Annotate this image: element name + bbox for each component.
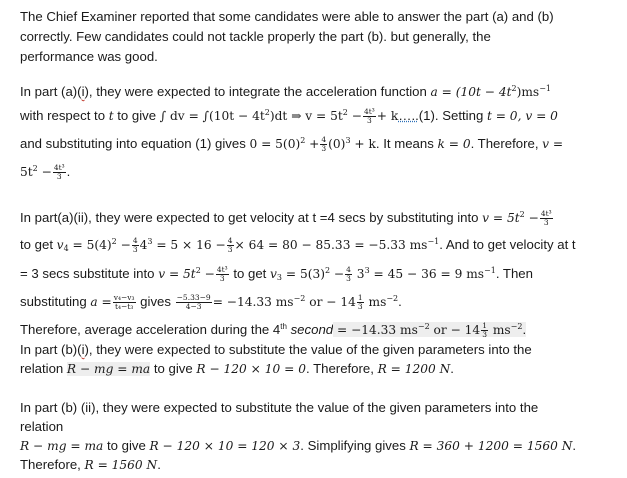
fraction: $\frac{\text{v₄−v₃}}{\text{t₄−t₃}}$ xyxy=(113,293,135,312)
fraction: $\frac{4}{3}$ xyxy=(321,135,327,154)
fraction: $\frac{-5.33-9}{4-3}$ xyxy=(176,293,211,312)
fraction: $\frac{\text{4t³}}{3}$ xyxy=(540,209,552,228)
part-b1-line-2: relation R − mg = ma to give R − 120 × 10 = 0. Therefore, R = 1200 N. xyxy=(20,361,454,376)
part-b2-line-3: R − mg = ma to give R − 120 × 10 = 120 × 3. Simplifying gives R = 360 + 1200 = 1560 N. xyxy=(20,438,577,453)
intro-line-2: correctly. Few candidates could not tackle properly the part (b). but generally, the xyxy=(20,29,491,44)
fraction: $\frac{\text{4t³}}{3}$ xyxy=(53,163,65,182)
fraction: $\frac{4}{3}$ xyxy=(346,265,351,284)
highlighted-relation: R − mg = ma xyxy=(66,362,151,376)
part-a2-line-3: = 3 secs substitute into $v = 5t^2$ − $\frac{\text{4t³}}{3}$ to get $v_3 = 5(3)^2$ − $\frac{4}{3}$ $3^3 = 45 - 36 = 9$ $ms^{-1}$. Then xyxy=(20,265,533,284)
highlighted-result: = −14.33 $ms^{-2}$ or − 14 $\frac{1}{3}$ $ms^{-2}$. xyxy=(333,321,527,340)
part-a1-line-1: In part (a)(i), they were expected to integrate the acceleration function $a = (10t - 4t^2)ms^{-1}$ xyxy=(20,84,551,99)
spelling-mark: i xyxy=(81,342,85,357)
dotted-leader: ….. xyxy=(398,108,419,123)
intro-line-3: performance was good. xyxy=(20,49,158,64)
part-b2-line-4: Therefore, R = 1560 N. xyxy=(20,457,161,472)
part-a2-line-4: substituting a = $\frac{\text{v₄−v₃}}{\text{t₄−t₃}}$ gives $\frac{-5.33-9}{4-3}$ = −14.33 $ms^{-2}$ or − 14 $\frac{1}{3}$ $ms^{-2}$. xyxy=(20,293,402,312)
fraction: $\frac{1}{3}$ xyxy=(482,321,487,340)
part-a1-line-4: $5t^2$ − $\frac{\text{4t³}}{3}$ . xyxy=(20,163,71,182)
intro-line-1: The Chief Examiner reported that some candidates were able to answer the part (a) and (b) xyxy=(20,9,554,24)
fraction: $\frac{4}{3}$ xyxy=(132,236,138,255)
part-b1-line-1: In part (b)(i), they were expected to substitute the value of the given parameters into the xyxy=(20,342,532,357)
part-a1-line-3: and substituting into equation (1) gives $0 = 5(0)^2$ + $\frac{4}{3}$ $(0)^3 + k$. It means k = 0. Therefore, v = xyxy=(20,135,564,154)
fraction: $\frac{\text{4t³}}{3}$ xyxy=(216,265,228,284)
part-a2-line-5: Therefore, average acceleration during the 4th second = −14.33 $ms^{-2}$ or − 14 $\frac{1}{3}$ $ms^{-2}$. xyxy=(20,321,527,340)
fraction: $\frac{\text{4t³}}{3}$ xyxy=(363,107,375,126)
part-b2-line-1: In part (b) (ii), they were expected to substitute the value of the given parameters into the xyxy=(20,400,539,415)
part-a2-line-2: to get $v_4 = 5(4)^2$ − $\frac{4}{3}$ $4^3 = 5 \times 16$ − $\frac{4}{3}$ × 64 = 80 − 85.33 = −5.33 $ms^{-1}$. And to get velocity at t xyxy=(20,236,576,255)
part-b2-line-2: relation xyxy=(20,419,64,434)
fraction: $\frac{1}{3}$ xyxy=(357,293,363,312)
part-a1-line-2: with respect to t to give ∫ dv = $\int(10t - 4t^2)dt$ ⇒ $v = 5t^2$ − $\frac{\text{4t³}}{3}$ + k…..(1). Setting t = 0, v = 0 xyxy=(20,107,558,126)
fraction: $\frac{4}{3}$ xyxy=(227,236,233,255)
part-a2-line-1: In part(a)(ii), they were expected to get velocity at t =4 secs by substituting into $v = 5t^2$ − $\frac{\text{4t³}}{3}$ xyxy=(20,209,552,228)
spelling-mark: i xyxy=(81,84,85,99)
